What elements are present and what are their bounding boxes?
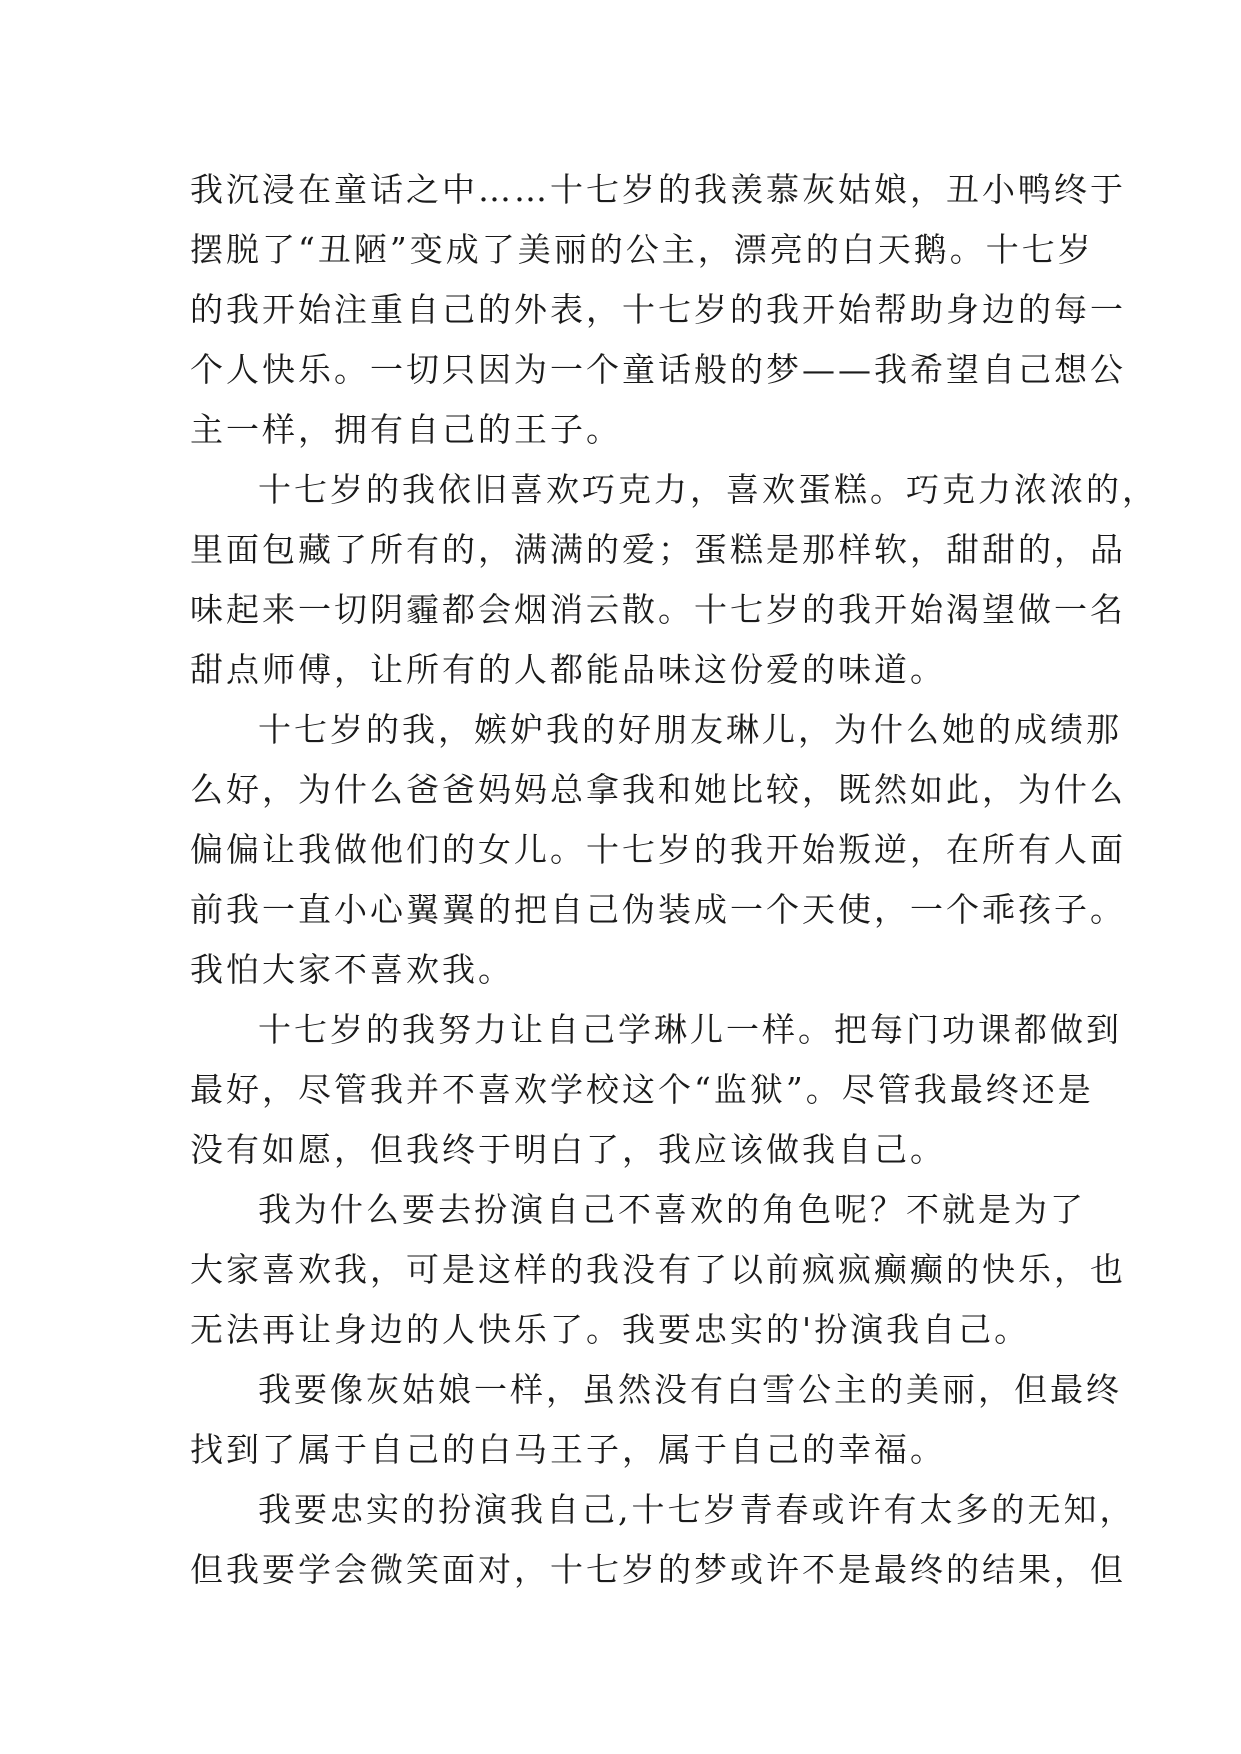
text-line: 最好，尽管我并不喜欢学校这个“监狱”。尽管我最终还是	[190, 1070, 1094, 1109]
text-line: 没有如愿，但我终于明白了，我应该做我自己。	[190, 1130, 946, 1169]
text-line: 但我要学会微笑面对，十七岁的梦或许不是最终的结果，但	[190, 1550, 1126, 1589]
text-line: 味起来一切阴霾都会烟消云散。十七岁的我开始渴望做一名	[190, 590, 1126, 629]
paragraph-start-line: 十七岁的我努力让自己学琳儿一样。把每门功课都做到	[258, 1010, 1122, 1049]
paragraph-start-line: 十七岁的我，嫉妒我的好朋友琳儿，为什么她的成绩那	[258, 710, 1122, 749]
essay-body	[190, 160, 1158, 1600]
text-line: 的我开始注重自己的外表，十七岁的我开始帮助身边的每一	[190, 290, 1126, 329]
text-line: 前我一直小心翼翼的把自己伪装成一个天使，一个乖孩子。	[190, 890, 1126, 929]
text-line: 偏偏让我做他们的女儿。十七岁的我开始叛逆，在所有人面	[190, 830, 1126, 869]
text-line: 无法再让身边的人快乐了。我要忠实的'扮演我自己。	[190, 1310, 1031, 1349]
paragraph-start-line: 十七岁的我依旧喜欢巧克力，喜欢蛋糕。巧克力浓浓的，	[258, 470, 1158, 509]
text-line: 个人快乐。一切只因为一个童话般的梦——我希望自己想公	[190, 350, 1126, 389]
text-line: 甜点师傅，让所有的人都能品味这份爱的味道。	[190, 650, 946, 689]
paragraph-start-line: 我要忠实的扮演我自己,十七岁青春或许有太多的无知，	[258, 1490, 1136, 1529]
text-line: 找到了属于自己的白马王子，属于自己的幸福。	[190, 1430, 946, 1469]
text-line: 我沉浸在童话之中……十七岁的我羡慕灰姑娘，丑小鸭终于	[190, 170, 1126, 209]
text-line: 主一样，拥有自己的王子。	[190, 410, 622, 449]
paragraph-start-line: 我要像灰姑娘一样，虽然没有白雪公主的美丽，但最终	[258, 1370, 1122, 1409]
text-line: 里面包藏了所有的，满满的爱；蛋糕是那样软，甜甜的，品	[190, 530, 1126, 569]
text-line: 摆脱了“丑陋”变成了美丽的公主，漂亮的白天鹅。十七岁	[190, 230, 1094, 269]
text-line: 么好，为什么爸爸妈妈总拿我和她比较，既然如此，为什么	[190, 770, 1126, 809]
text-line: 大家喜欢我，可是这样的我没有了以前疯疯癫癫的快乐，也	[190, 1250, 1126, 1289]
text-line: 我怕大家不喜欢我。	[190, 950, 514, 989]
paragraph-start-line: 我为什么要去扮演自己不喜欢的角色呢？不就是为了	[258, 1190, 1086, 1229]
